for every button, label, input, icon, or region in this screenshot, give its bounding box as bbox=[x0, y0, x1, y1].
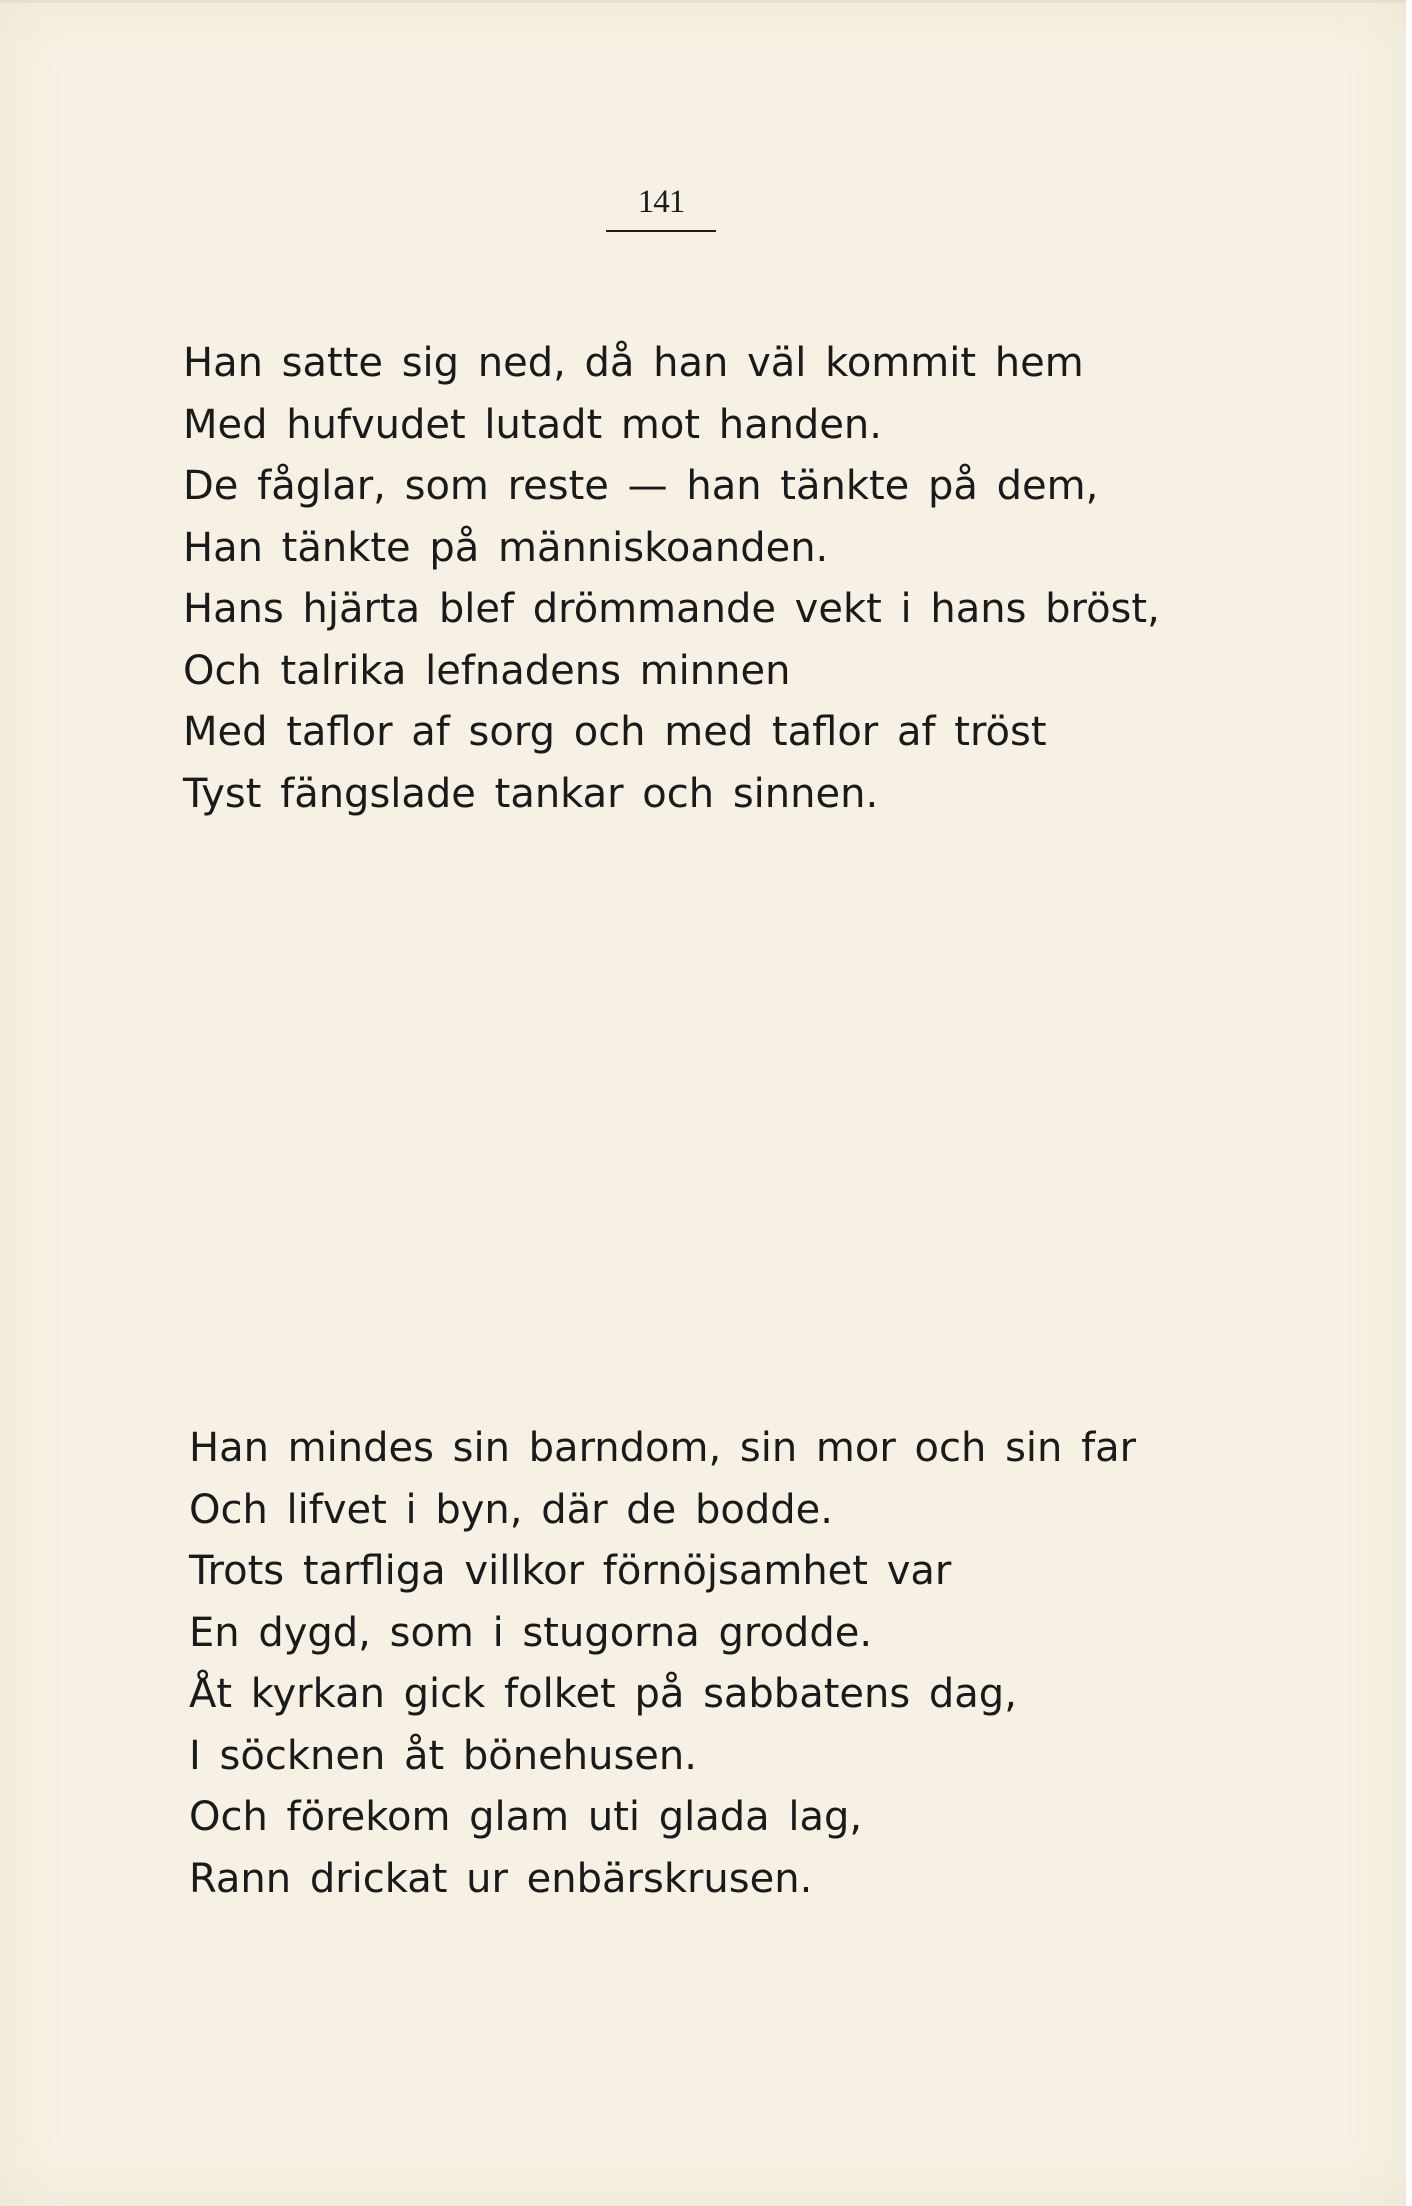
page-top-edge bbox=[0, 0, 1406, 3]
poem-line: Rann drickat ur enbärskrusen. bbox=[189, 1855, 813, 1902]
poem-line: De fåglar, som reste — han tänkte på dem, bbox=[183, 463, 1099, 509]
page-right-edge bbox=[1406, 0, 1412, 2206]
poem-line: Åt kyrkan gick folket på sabbatens dag, bbox=[189, 1671, 1017, 1717]
poem-line: Trots tarfliga villkor förnöjsamhet var bbox=[189, 1548, 952, 1594]
poem-line: Han mindes sin barndom, sin mor och sin far bbox=[189, 1425, 1137, 1471]
poem-line: Med taflor af sorg och med taflor af tröst bbox=[183, 709, 1047, 755]
poem-line: I söcknen åt bönehusen. bbox=[189, 1732, 697, 1779]
stanza-2 bbox=[189, 1418, 1136, 1910]
poem-line: En dygd, som i stugorna grodde. bbox=[189, 1609, 873, 1656]
poem-line: Och lifvet i byn, där de bodde. bbox=[189, 1486, 833, 1533]
poem-line: Tyst fängslade tankar och sinnen. bbox=[183, 770, 879, 817]
poem-line: Och talrika lefnadens minnen bbox=[183, 647, 791, 694]
poem-line: Han satte sig ned, då han väl kommit hem bbox=[183, 340, 1084, 386]
page-number: 141 bbox=[637, 184, 685, 220]
poem-line: Hans hjärta blef drömmande vekt i hans bröst, bbox=[183, 586, 1160, 632]
poem-line: Med hufvudet lutadt mot handen. bbox=[183, 401, 882, 448]
page-number-rule bbox=[606, 230, 716, 232]
stanza-1 bbox=[183, 333, 1160, 825]
poem-line: Han tänkte på människoanden. bbox=[183, 524, 829, 571]
poem-line: Och förekom glam uti glada lag, bbox=[189, 1794, 863, 1840]
